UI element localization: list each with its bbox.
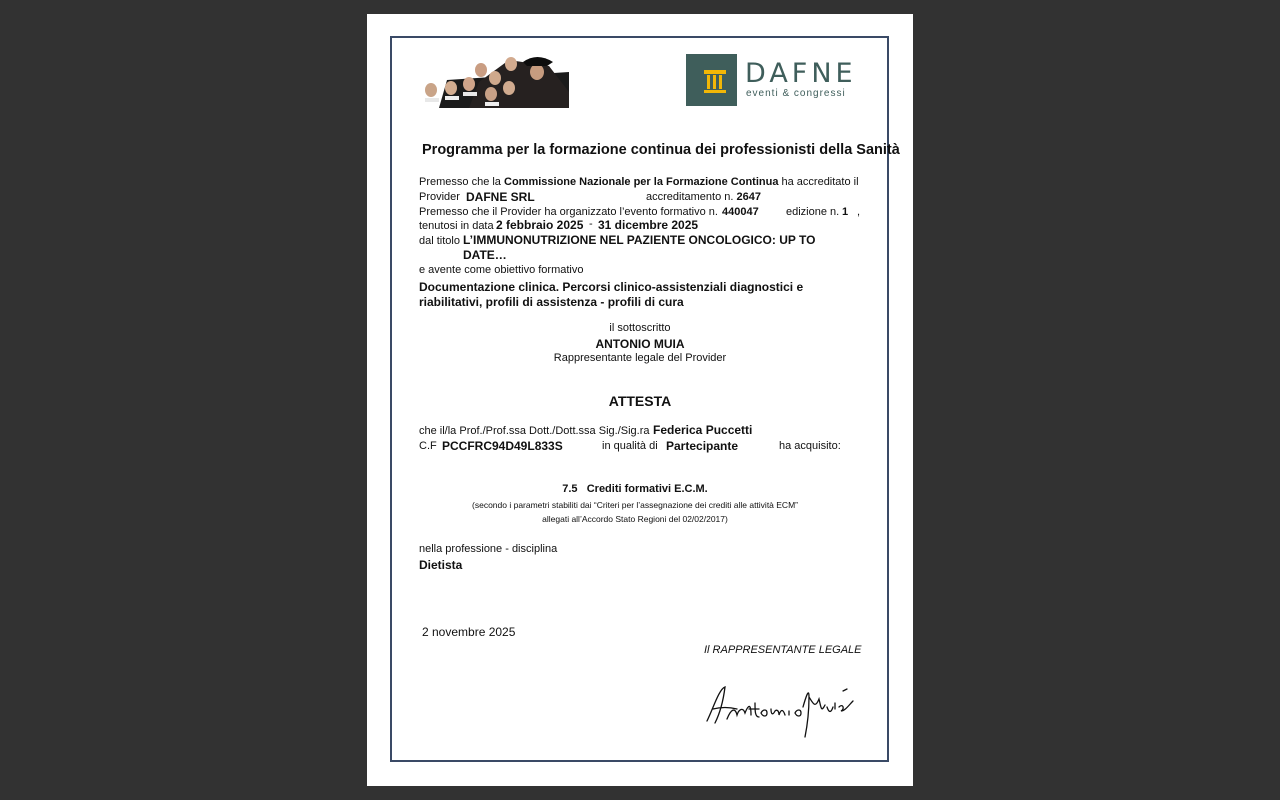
signer-name: ANTONIO MUIA: [595, 337, 685, 351]
quality-value: Partecipante: [666, 439, 739, 453]
event-title-line-2: DATE…: [463, 248, 507, 262]
attesta-heading: ATTESTA: [608, 393, 672, 409]
edition-number: 1: [842, 206, 849, 218]
edition-comma: ,: [857, 206, 861, 218]
accreditation-label: accreditamento n.: [646, 191, 734, 203]
credits-note-2: allegati all’Accordo Stato Regioni del 02/02/2017): [542, 514, 728, 524]
certificate-page: [367, 14, 913, 786]
objective-label: e avente come obiettivo formativo: [419, 264, 584, 276]
issue-date: 2 novembre 2025: [422, 625, 516, 639]
credits-label: Crediti formativi E.C.M.: [586, 483, 708, 495]
credits-line: [367, 483, 903, 495]
handwritten-signature: [703, 679, 863, 743]
objective-line-1: Documentazione clinica. Percorsi clinico-assistenziali diagnostici e: [419, 280, 804, 294]
dafne-brand: DAFNE: [745, 58, 857, 89]
dafne-logo-mark: [686, 54, 737, 106]
event-title-line-1: L’IMMUNONUTRIZIONE NEL PAZIENTE ONCOLOGICO: UP TO: [463, 233, 816, 247]
premise-line-1: [419, 176, 859, 188]
credits-note-1: (secondo i parametri stabiliti dai “Criteri per l’assegnazione dei crediti alle attività ECM”: [472, 500, 798, 510]
fiscal-code-value: PCCFRC94D49L833S: [442, 439, 563, 453]
event-number: 440047: [722, 206, 759, 218]
date-from: 2 febbraio 2025: [496, 218, 584, 232]
event-title-label: dal titolo: [419, 235, 460, 247]
participant-name: Federica Puccetti: [653, 423, 753, 437]
accreditation-number: 2647: [736, 191, 761, 203]
date-to: 31 dicembre 2025: [598, 218, 699, 232]
accreditation: [646, 191, 761, 203]
participant-label: che il/la Prof./Prof.ssa Dott./Dott.ssa Sig./Sig.ra: [419, 425, 650, 437]
legal-representative-label: Il RAPPRESENTANTE LEGALE: [704, 644, 862, 656]
objective-line-2: riabilitativi, profili di assistenza - profili di cura: [419, 295, 684, 309]
acquired-label: ha acquisito:: [779, 440, 841, 452]
fiscal-code-label: C.F: [419, 440, 437, 452]
premise-text: ha accreditato il: [781, 176, 859, 188]
discipline-label: nella professione - disciplina: [419, 543, 558, 555]
date-separator: -: [589, 218, 593, 230]
provider-label: Provider: [419, 191, 460, 203]
edition-label: edizione n.: [786, 206, 840, 218]
provider-name: DAFNE SRL: [466, 190, 535, 204]
discipline-value: Dietista: [419, 558, 463, 572]
program-title: Programma per la formazione continua dei professionisti della Sanità: [422, 142, 900, 158]
event-label: Premesso che il Provider ha organizzato l’evento formativo n.: [419, 206, 718, 218]
quality-label: in qualità di: [602, 440, 658, 452]
premise-text: Premesso che la: [419, 176, 501, 188]
dafne-brand-subtitle: eventi & congressi: [746, 88, 846, 99]
commission-name: Commissione Nazionale per la Formazione Continua: [504, 176, 779, 188]
signer-label: il sottoscritto: [609, 322, 671, 334]
date-label: tenutosi in data: [419, 220, 494, 232]
signer-role: Rappresentante legale del Provider: [553, 352, 727, 364]
anatomy-lesson-painting-image: [419, 52, 569, 108]
credits-value: 7.5: [562, 483, 578, 495]
